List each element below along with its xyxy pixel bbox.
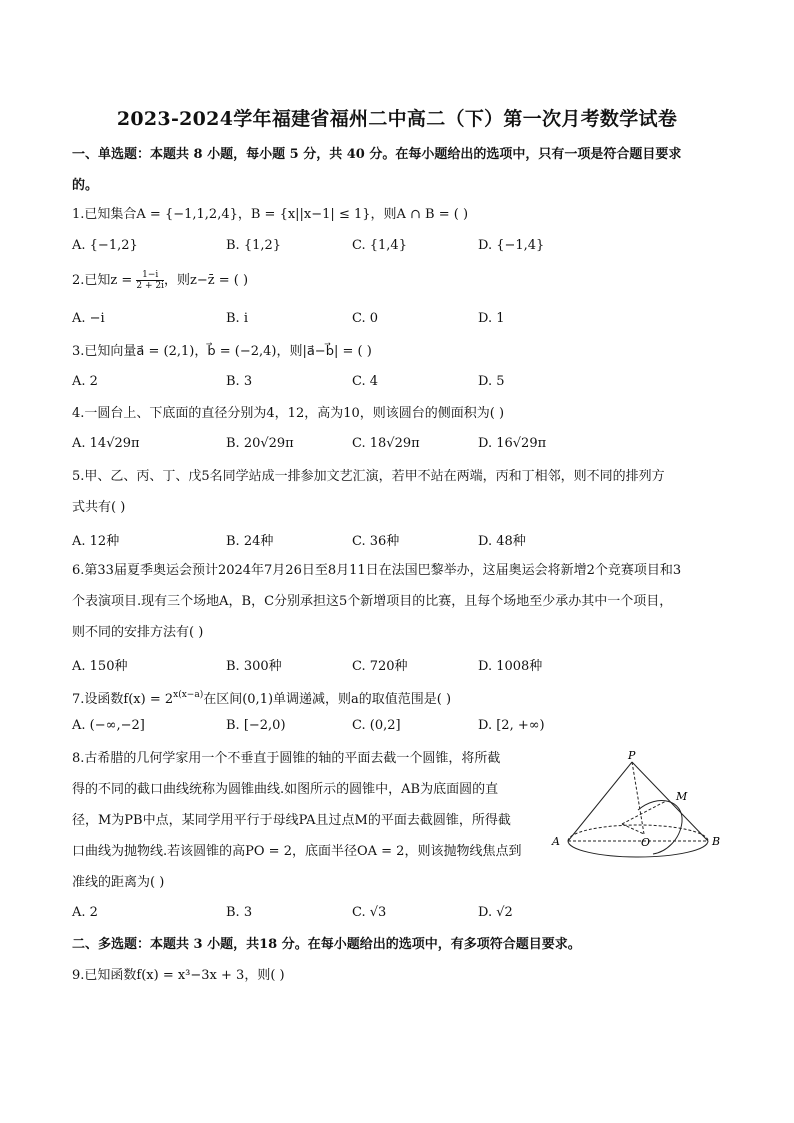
question-1-options: [72, 238, 632, 256]
question-2-stem: [72, 270, 248, 291]
q3-option-d: D. 5: [478, 374, 505, 389]
question-1-stem: 1.已知集合A = {−1,1,2,4}，B = {x||x−1| ≤ 1}，则A ∩ B = ( ): [72, 207, 469, 222]
q8-option-a: A. 2: [72, 905, 98, 920]
q7-prefix: 7.设函数f(x) = 2: [72, 692, 174, 707]
question-8-stem-line5: 准线的距离为( ): [72, 875, 165, 890]
q2-suffix: ，则z−z̄ = ( ): [164, 273, 249, 288]
exam-title: 2023-2024学年福建省福州二中高二（下）第一次月考数学试卷: [116, 108, 678, 130]
question-3-options: [72, 374, 632, 392]
q5-option-c: C. 36种: [352, 534, 400, 549]
q8-option-c: C. √3: [352, 905, 387, 920]
question-4-options: [72, 436, 632, 454]
q7-option-d: D. [2, +∞): [478, 718, 545, 733]
q5-option-d: D. 48种: [478, 534, 526, 549]
question-7-stem: [72, 686, 451, 709]
question-6-stem-line3: 则不同的安排方法有( ): [72, 625, 204, 640]
cone-base-front: [568, 841, 708, 857]
q2-prefix: 2.已知z =: [72, 273, 137, 288]
q6-option-d: D. 1008种: [478, 659, 543, 674]
label-m: M: [676, 790, 688, 803]
label-o: O: [641, 836, 651, 849]
question-5-options: [72, 530, 632, 548]
q5-option-a: A. 12种: [72, 534, 120, 549]
q6-option-c: C. 720种: [352, 659, 408, 674]
q2-denominator: 2 + 2i: [136, 281, 165, 291]
question-7-options: [72, 718, 632, 736]
q2-option-c: C. 0: [352, 311, 379, 326]
q7-option-c: C. (0,2]: [352, 718, 401, 733]
question-8-stem-line1: 8.古希腊的几何学家用一个不垂直于圆锥的轴的平面去截一个圆锥，将所截: [72, 751, 501, 766]
cone-generatrix-pa: [568, 762, 632, 841]
q4-option-c: C. 18√29π: [352, 436, 420, 451]
section2-heading: 二、多选题：本题共 3 小题，共18 分。在每小题给出的选项中，有多项符合题目要求。: [72, 937, 581, 952]
question-9-stem: 9.已知函数f(x) = x³−3x + 3，则( ): [72, 968, 285, 983]
question-8-options: [72, 905, 632, 923]
q3-option-a: A. 2: [72, 374, 98, 389]
q5-option-b: B. 24种: [226, 534, 274, 549]
question-8-stem-line4: 口曲线为抛物线.若该圆锥的高PO = 2，底面半径OA = 2，则该抛物线焦点到: [72, 844, 522, 859]
q3-option-c: C. 4: [352, 374, 379, 389]
q1-option-a: A. {−1,2}: [72, 238, 138, 253]
q7-suffix: 在区间(0,1)单调递减，则a的取值范围是( ): [203, 692, 452, 707]
cone-figure: [548, 748, 728, 858]
question-6-stem-line1: 6.第33届夏季奥运会预计2024年7月26日至8月11日在法国巴黎举办，这届奥运会将新增2个竞赛项目和3: [72, 563, 682, 578]
q2-option-d: D. 1: [478, 311, 505, 326]
label-p: P: [628, 749, 636, 762]
q1-option-c: C. {1,4}: [352, 238, 407, 253]
question-6-stem-line2: 个表演项目.现有三个场地A，B，C分别承担这5个新增项目的比赛，且每个场地至少承办其中一个项目，: [72, 594, 673, 609]
q4-option-b: B. 20√29π: [226, 436, 294, 451]
cone-base-back: [568, 825, 708, 841]
question-2-options: [72, 311, 632, 329]
q1-option-b: B. {1,2}: [226, 238, 282, 253]
q2-fraction: [136, 270, 164, 291]
section1-heading-line1: 一、单选题：本题共 8 小题，每小题 5 分，共 40 分。在每小题给出的选项中，只有一项是符合题目要求: [72, 147, 682, 162]
question-3-stem: 3.已知向量a⃗ = (2,1)，b⃗ = (−2,4)，则|a⃗−b⃗| = ( ): [72, 344, 372, 359]
label-a: A: [552, 835, 560, 848]
label-b: B: [712, 835, 721, 848]
q7-option-a: A. (−∞,−2]: [72, 718, 145, 733]
q4-option-a: A. 14√29π: [72, 436, 140, 451]
question-5-stem-line1: 5.甲、乙、丙、丁、戊5名同学站成一排参加文艺汇演，若甲不站在两端，丙和丁相邻，则不同的排列方: [72, 469, 665, 484]
q6-option-a: A. 150种: [72, 659, 128, 674]
question-8-stem-line2: 得的不同的截口曲线统称为圆锥曲线.如图所示的圆锥中，AB为底面圆的直: [72, 782, 499, 797]
q2-option-b: B. i: [226, 311, 248, 326]
q8-option-d: D. √2: [478, 905, 513, 920]
section-trace-2: [622, 801, 666, 824]
q2-numerator: 1−i: [136, 270, 164, 281]
q6-option-b: B. 300种: [226, 659, 282, 674]
question-5-stem-line2: 式共有( ): [72, 500, 126, 515]
section1-heading-line2: 的。: [72, 178, 99, 193]
question-6-options: [72, 655, 632, 673]
question-4-stem: 4.一圆台上、下底面的直径分别为4，12，高为10，则该圆台的侧面积为( ): [72, 406, 505, 421]
q2-option-a: A. −i: [72, 311, 105, 326]
q7-option-b: B. [−2,0): [226, 718, 286, 733]
q4-option-d: D. 16√29π: [478, 436, 547, 451]
q8-option-b: B. 3: [226, 905, 253, 920]
q1-option-d: D. {−1,4}: [478, 238, 545, 253]
q3-option-b: B. 3: [226, 374, 253, 389]
q7-exponent: x(x−a): [173, 690, 204, 700]
question-8-stem-line3: 径，M为PB中点，某同学用平行于母线PA且过点M的平面去截圆锥，所得截: [72, 813, 511, 828]
